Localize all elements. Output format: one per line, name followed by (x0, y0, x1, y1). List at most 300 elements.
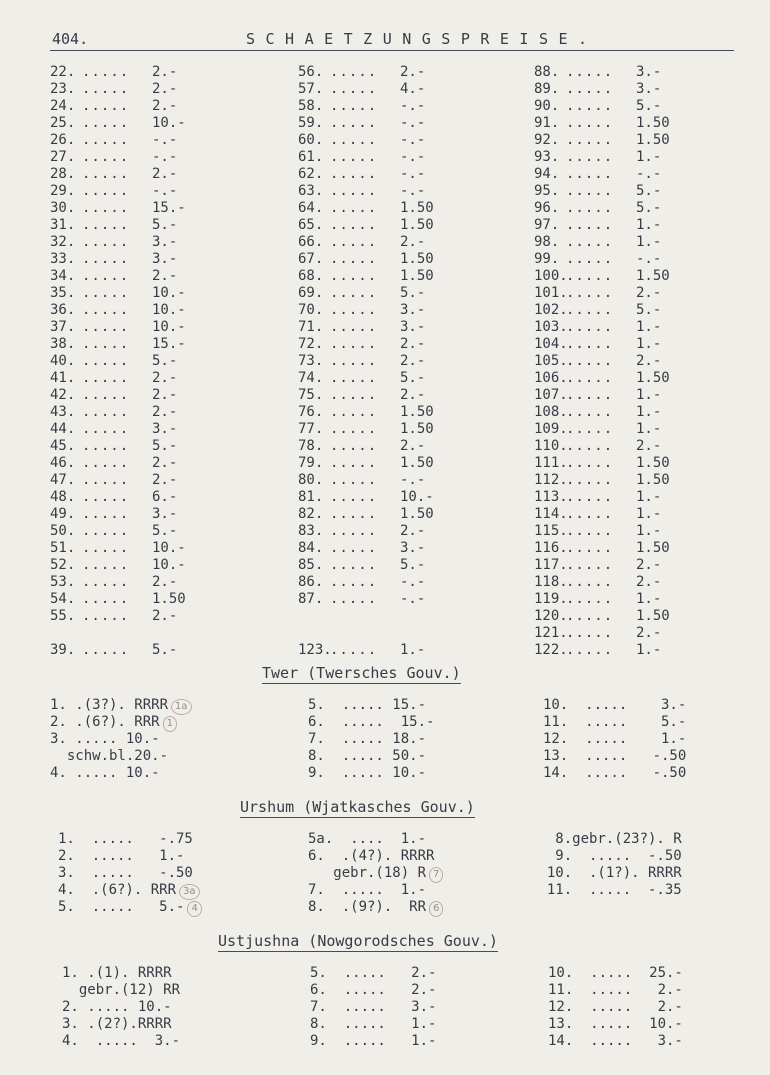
catalog-line-text: 3. ..... -.50 (58, 865, 193, 881)
entry-number: 71. (298, 319, 324, 335)
catalog-line-text: 6. .(4?). RRRR (308, 848, 435, 864)
entry-number: 25. (50, 115, 76, 131)
catalog-line (62, 999, 180, 1016)
price-row (298, 183, 460, 200)
price-value: 1.- (636, 421, 662, 437)
handwritten-note: 4 (187, 901, 201, 917)
dot-leader: ..... (566, 183, 614, 199)
entry-number: 40. (50, 353, 76, 369)
price-value: -.- (636, 166, 662, 182)
price-value: 10.- (152, 319, 186, 335)
entry-number: 96. (534, 200, 560, 216)
dot-leader: ..... (566, 98, 614, 114)
entry-number: 34. (50, 268, 76, 284)
catalog-line (62, 982, 180, 999)
catalog-line-text: 10. .(1?). RRRR (530, 865, 682, 881)
catalog-line (530, 848, 682, 865)
entry-number: 64. (298, 200, 324, 216)
price-value: 1.50 (636, 370, 670, 386)
handwritten-note: 7 (429, 867, 443, 883)
price-value: 2.- (400, 438, 426, 454)
price-value: 3.- (636, 81, 662, 97)
price-row (534, 64, 696, 81)
entry-number: 86. (298, 574, 324, 590)
entry-number: 107. (534, 387, 568, 403)
dot-leader: ..... (82, 81, 130, 97)
price-row (50, 149, 212, 166)
price-row (50, 336, 212, 353)
entry-number: 44. (50, 421, 76, 437)
price-value: -.- (400, 574, 426, 590)
catalog-line-text: 11. ..... -.35 (530, 882, 682, 898)
price-value: 5.- (400, 285, 426, 301)
price-row (534, 455, 696, 472)
dot-leader: ..... (82, 149, 130, 165)
entry-number: 47. (50, 472, 76, 488)
price-row (534, 591, 696, 608)
price-value: 1.- (636, 234, 662, 250)
price-value: 2.- (636, 625, 662, 641)
dot-leader: ..... (82, 472, 130, 488)
price-value: 15.- (152, 200, 186, 216)
dot-leader: ..... (330, 268, 378, 284)
price-column-3 (534, 64, 696, 659)
catalog-line-text: 10. ..... 3.- (543, 697, 687, 713)
dot-leader: ..... (82, 608, 130, 624)
price-row (534, 319, 696, 336)
price-value: 5.- (400, 370, 426, 386)
price-value: 2.- (152, 370, 178, 386)
dot-leader: ..... (82, 591, 130, 607)
price-value: 10.- (152, 557, 186, 573)
price-row (298, 523, 460, 540)
page-header (50, 30, 734, 51)
entry-number: 118. (534, 574, 568, 590)
catalog-line (308, 831, 443, 848)
entry-number: 80. (298, 472, 324, 488)
catalog-line-text: 2. ..... 1.- (58, 848, 185, 864)
price-row (298, 625, 460, 642)
entry-number: 53. (50, 574, 76, 590)
dot-leader: ..... (82, 302, 130, 318)
dot-leader: ..... (82, 166, 130, 182)
price-row (50, 302, 212, 319)
price-row (50, 455, 212, 472)
catalog-line (308, 882, 443, 899)
catalog-line (310, 1016, 436, 1033)
price-value: 3.- (400, 319, 426, 335)
dot-leader: ..... (566, 336, 614, 352)
dot-leader: ..... (330, 455, 378, 471)
catalog-line (58, 882, 202, 899)
price-value: -.- (636, 251, 662, 267)
dot-leader: ..... (566, 489, 614, 505)
dot-leader: ..... (330, 557, 378, 573)
dot-leader: ..... (566, 387, 614, 403)
entry-number: 105. (534, 353, 568, 369)
dot-leader: ..... (82, 64, 130, 80)
price-row (534, 166, 696, 183)
price-row (534, 302, 696, 319)
price-row (298, 353, 460, 370)
catalog-line-text: 5. ..... 5.- (58, 899, 185, 915)
dot-leader: ..... (82, 234, 130, 250)
catalog-line-text: 6. ..... 15.- (308, 714, 435, 730)
dot-leader: ..... (82, 98, 130, 114)
entry-number: 106. (534, 370, 568, 386)
catalog-line (308, 714, 434, 731)
price-value: 3.- (636, 64, 662, 80)
twer-column-3 (543, 697, 686, 782)
dot-leader: ..... (330, 506, 378, 522)
handwritten-note: 1 (163, 716, 177, 732)
price-value: 2.- (400, 353, 426, 369)
price-row (298, 370, 460, 387)
price-row (298, 506, 460, 523)
handwritten-note: 3a (179, 884, 200, 900)
entry-number: 83. (298, 523, 324, 539)
entry-number: 56. (298, 64, 324, 80)
entry-number: 45. (50, 438, 76, 454)
price-value: 2.- (152, 81, 178, 97)
dot-leader: ..... (566, 251, 614, 267)
price-value: 1.50 (400, 200, 434, 216)
dot-leader: ..... (330, 353, 378, 369)
price-value: 5.- (152, 353, 178, 369)
dot-leader: ..... (82, 217, 130, 233)
catalog-line-text: 2. .(6?). RRR (50, 714, 160, 730)
catalog-line-text: 4. ..... 10.- (50, 765, 160, 781)
price-value: 2.- (152, 404, 178, 420)
price-value: 5.- (400, 557, 426, 573)
dot-leader: ..... (82, 421, 130, 437)
catalog-line-text: 11. ..... 5.- (543, 714, 687, 730)
catalog-line (50, 714, 192, 731)
catalog-line-text: 14. ..... -.50 (543, 765, 687, 781)
dot-leader: ..... (82, 132, 130, 148)
entry-number: 121. (534, 625, 568, 641)
catalog-line (308, 765, 434, 782)
catalog-line (308, 731, 434, 748)
price-row (50, 404, 212, 421)
entry-number: 61. (298, 149, 324, 165)
page-title: SCHAETZUNGSPREISE. (246, 30, 598, 48)
price-row (50, 591, 212, 608)
price-row (50, 200, 212, 217)
price-row (534, 200, 696, 217)
price-value: 15.- (152, 336, 186, 352)
price-row (50, 557, 212, 574)
dot-leader: ..... (566, 506, 614, 522)
price-value: 1.50 (400, 268, 434, 284)
entry-number: 29. (50, 183, 76, 199)
section-title-ustjushna: Ustjushna (Nowgorodsches Gouv.) (218, 932, 498, 950)
entry-number: 78. (298, 438, 324, 454)
dot-leader: ..... (82, 387, 130, 403)
catalog-line (308, 899, 443, 916)
price-value: 1.50 (152, 591, 186, 607)
catalog-line-text: 3. ..... 10.- (50, 731, 160, 747)
price-row (298, 336, 460, 353)
price-value: 1.- (636, 149, 662, 165)
price-row (50, 523, 212, 540)
price-value: 1.50 (636, 115, 670, 131)
price-value: 2.- (636, 353, 662, 369)
entry-number: 84. (298, 540, 324, 556)
price-value: 2.- (636, 557, 662, 573)
entry-number: 70. (298, 302, 324, 318)
entry-number: 52. (50, 557, 76, 573)
catalog-line (530, 831, 682, 848)
catalog-line (50, 731, 192, 748)
price-row (50, 166, 212, 183)
catalog-line-text: 9. ..... 1.- (310, 1033, 437, 1049)
price-row (50, 183, 212, 200)
entry-number: 77. (298, 421, 324, 437)
page-number: 404. (52, 30, 89, 48)
dot-leader: ..... (566, 64, 614, 80)
price-value: 6.- (152, 489, 178, 505)
catalog-line-text: 1. .(1). RRRR (62, 965, 172, 981)
price-value: 1.50 (636, 455, 670, 471)
catalog-line-text: 1. ..... -.75 (58, 831, 193, 847)
price-value: -.- (400, 472, 426, 488)
price-row (298, 608, 460, 625)
price-row (50, 421, 212, 438)
dot-leader: ..... (566, 81, 614, 97)
dot-leader: ..... (330, 166, 378, 182)
entry-number: 51. (50, 540, 76, 556)
dot-leader: ..... (82, 268, 130, 284)
price-row (50, 217, 212, 234)
price-value: 1.- (636, 387, 662, 403)
entry-number: 72. (298, 336, 324, 352)
price-row (298, 642, 460, 659)
price-value: 3.- (152, 421, 178, 437)
dot-leader: ..... (330, 370, 378, 386)
price-row (298, 285, 460, 302)
catalog-line-text: 9. ..... -.50 (530, 848, 682, 864)
handwritten-note: 6 (429, 901, 443, 917)
price-value: 1.- (636, 591, 662, 607)
dot-leader: ..... (82, 489, 130, 505)
section-title-twer: Twer (Twersches Gouv.) (262, 664, 461, 682)
entry-number: 55. (50, 608, 76, 624)
price-row (50, 506, 212, 523)
price-value: 2.- (152, 64, 178, 80)
price-value: 2.- (636, 285, 662, 301)
price-value: 5.- (152, 523, 178, 539)
price-value: -.- (152, 132, 178, 148)
dot-leader: ..... (82, 115, 130, 131)
price-row (50, 608, 212, 625)
dot-leader: ..... (566, 217, 614, 233)
catalog-line (58, 899, 202, 916)
entry-number: 117. (534, 557, 568, 573)
entry-number: 120. (534, 608, 568, 624)
price-value: 1.50 (636, 472, 670, 488)
entry-number: 57. (298, 81, 324, 97)
twer-column-2 (308, 697, 434, 782)
catalog-line-text: 14. ..... 3.- (548, 1033, 683, 1049)
catalog-line (50, 697, 192, 714)
price-row (534, 574, 696, 591)
dot-leader: ..... (330, 64, 378, 80)
catalog-line (308, 748, 434, 765)
entry-number: 63. (298, 183, 324, 199)
price-row (50, 370, 212, 387)
price-row (298, 166, 460, 183)
price-row (298, 557, 460, 574)
entry-number: 93. (534, 149, 560, 165)
dot-leader: ..... (566, 523, 614, 539)
entry-number: 76. (298, 404, 324, 420)
price-row (534, 285, 696, 302)
catalog-line-text: 4. ..... 3.- (62, 1033, 181, 1049)
entry-number: 39. (50, 642, 76, 658)
price-value: 1.50 (400, 455, 434, 471)
entry-number: 95. (534, 183, 560, 199)
entry-number: 30. (50, 200, 76, 216)
price-value: -.- (400, 149, 426, 165)
entry-number: 66. (298, 234, 324, 250)
price-row (298, 200, 460, 217)
price-row (298, 438, 460, 455)
dot-leader: ..... (566, 268, 614, 284)
catalog-line-text: 10. ..... 25.- (548, 965, 683, 981)
catalog-line-text: gebr.(18) R (308, 865, 427, 881)
price-value: 1.- (636, 404, 662, 420)
catalog-line (310, 1033, 436, 1050)
price-value: 2.- (400, 387, 426, 403)
catalog-line-text: 7. ..... 1.- (308, 882, 427, 898)
entry-number: 73. (298, 353, 324, 369)
price-value: 2.- (400, 523, 426, 539)
catalog-line (62, 965, 180, 982)
price-column-2 (298, 64, 460, 659)
catalog-line-text: schw.bl.20.- (50, 748, 169, 764)
dot-leader: ..... (330, 404, 378, 420)
price-row (534, 421, 696, 438)
price-row (534, 506, 696, 523)
catalog-line (308, 865, 443, 882)
entry-number: 109. (534, 421, 568, 437)
price-row (50, 574, 212, 591)
price-row (534, 438, 696, 455)
price-value: 1.- (400, 642, 426, 658)
dot-leader: ..... (566, 149, 614, 165)
price-value: -.- (400, 132, 426, 148)
dot-leader: ..... (330, 489, 378, 505)
catalog-line-text: 4. .(6?). RRR (58, 882, 177, 898)
entry-number: 37. (50, 319, 76, 335)
price-value: 2.- (152, 574, 178, 590)
dot-leader: ..... (566, 302, 614, 318)
dot-leader: ..... (566, 421, 614, 437)
dot-leader: ..... (330, 234, 378, 250)
price-value: -.- (400, 166, 426, 182)
price-row (534, 183, 696, 200)
price-value: 5.- (636, 200, 662, 216)
dot-leader: ..... (82, 506, 130, 522)
catalog-line (58, 865, 202, 882)
price-row (50, 132, 212, 149)
price-value: -.- (400, 591, 426, 607)
price-row (298, 574, 460, 591)
price-row (298, 302, 460, 319)
price-value: 1.50 (400, 506, 434, 522)
dot-leader: ..... (330, 81, 378, 97)
dot-leader: ..... (566, 455, 614, 471)
price-row (534, 608, 696, 625)
catalog-line-text: 6. ..... 2.- (310, 982, 437, 998)
price-value: 5.- (636, 183, 662, 199)
entry-number: 102. (534, 302, 568, 318)
price-value: 1.50 (400, 404, 434, 420)
dot-leader: ..... (330, 251, 378, 267)
price-row (534, 353, 696, 370)
price-value: 1.- (636, 506, 662, 522)
entry-number: 90. (534, 98, 560, 114)
dot-leader: ..... (566, 200, 614, 216)
entry-number: 35. (50, 285, 76, 301)
entry-number: 74. (298, 370, 324, 386)
catalog-line (50, 748, 192, 765)
catalog-line (50, 765, 192, 782)
entry-number: 38. (50, 336, 76, 352)
catalog-line-text: 2. ..... 10.- (62, 999, 172, 1015)
dot-leader: ..... (566, 353, 614, 369)
dot-leader: ..... (330, 438, 378, 454)
dot-leader: ..... (566, 438, 614, 454)
entry-number: 28. (50, 166, 76, 182)
entry-number: 36. (50, 302, 76, 318)
entry-number: 49. (50, 506, 76, 522)
price-row (50, 319, 212, 336)
price-value: 1.- (636, 642, 662, 658)
price-row (50, 387, 212, 404)
price-value: 2.- (636, 574, 662, 590)
price-row (50, 115, 212, 132)
urshum-column-3 (530, 831, 682, 899)
ustjushna-column-2 (310, 965, 436, 1050)
price-row (50, 353, 212, 370)
price-value: 10.- (152, 115, 186, 131)
price-row (298, 81, 460, 98)
dot-leader: ..... (82, 251, 130, 267)
price-row (50, 540, 212, 557)
price-row (50, 438, 212, 455)
price-row (50, 642, 212, 659)
dot-leader: ..... (330, 421, 378, 437)
entry-number: 119. (534, 591, 568, 607)
price-row (534, 540, 696, 557)
dot-leader: ..... (82, 455, 130, 471)
price-row (298, 132, 460, 149)
price-row (534, 404, 696, 421)
price-row (534, 268, 696, 285)
price-column-1 (50, 64, 212, 659)
dot-leader: ..... (566, 540, 614, 556)
price-row (50, 251, 212, 268)
price-row (298, 472, 460, 489)
entry-number: 123. (298, 642, 332, 658)
price-value: 2.- (400, 64, 426, 80)
entry-number: 89. (534, 81, 560, 97)
dot-leader: ..... (330, 472, 378, 488)
price-row (50, 472, 212, 489)
catalog-line (62, 1016, 180, 1033)
